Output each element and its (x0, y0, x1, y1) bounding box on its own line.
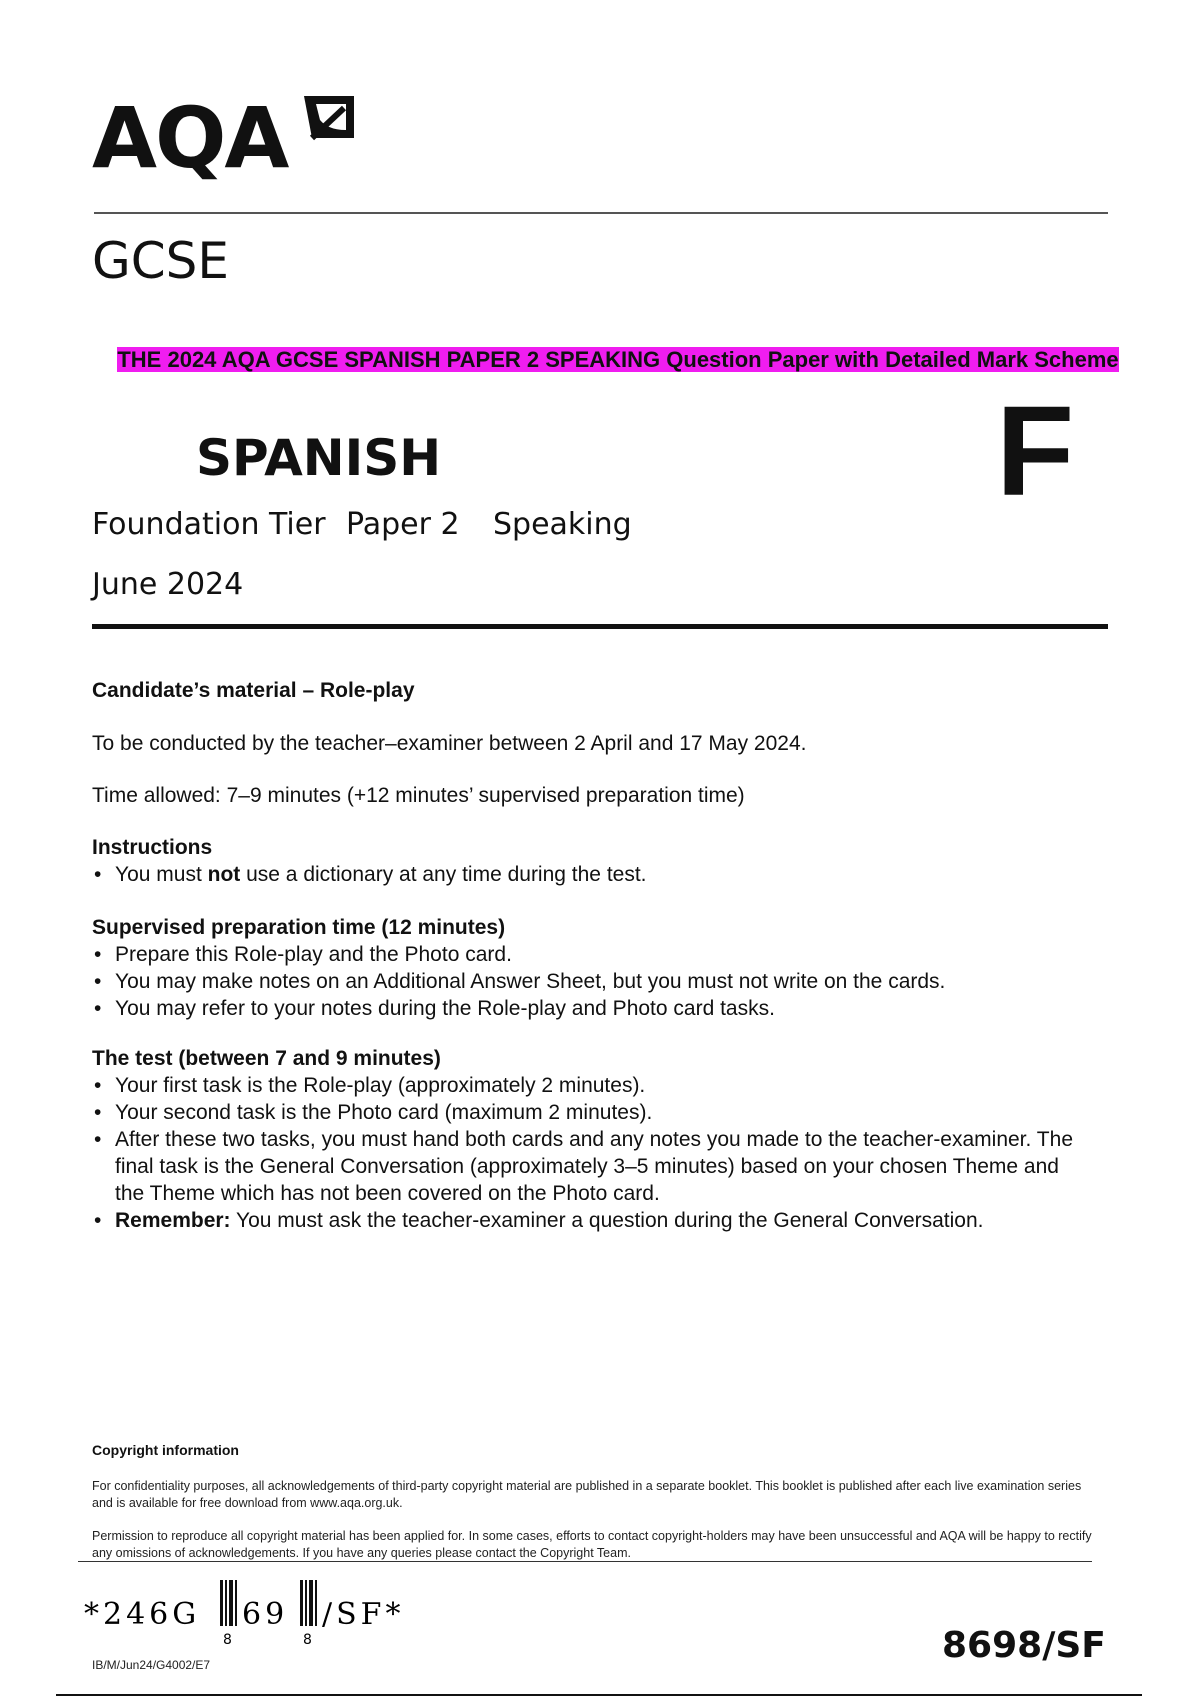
copyright-heading: Copyright information (92, 1442, 239, 1458)
paper-label: Paper 2 (346, 507, 460, 542)
barcode-bars (220, 1580, 237, 1626)
barcode-digit: 8 (303, 1632, 312, 1648)
list-item: • After these two tasks, you must hand both cards and any notes you made to the teacher-examiner. The final task is the General Conversation (approximately 3–5 minutes) based on your chosen Theme and the Theme which has not been covered on the Photo card. (92, 1126, 1092, 1207)
document-reference: IB/M/Jun24/G4002/E7 (92, 1658, 211, 1672)
barcode-text-start: *246G (84, 1597, 201, 1632)
tier-letter: F (996, 380, 1075, 523)
material-heading: Candidate’s material – Role-play (92, 679, 415, 702)
list-item: • You may refer to your notes during the Role-play and Photo card tasks. (92, 995, 1092, 1022)
preparation-heading: Supervised preparation time (12 minutes) (92, 916, 506, 939)
list-item: • Remember: You must ask the teacher-examiner a question during the General Conversation. (92, 1207, 1092, 1234)
exam-date: June 2024 (92, 567, 244, 602)
conducted-text: To be conducted by the teacher–examiner between 2 April and 17 May 2024. (92, 732, 807, 755)
component-label: Speaking (493, 507, 632, 542)
test-heading: The test (between 7 and 9 minutes) (92, 1047, 441, 1070)
instructions-heading: Instructions (92, 836, 213, 859)
footer-divider (78, 1561, 1092, 1562)
list-item: • Your second task is the Photo card (maximum 2 minutes). (92, 1099, 1092, 1126)
paper-code: 8698/SF (942, 1625, 1106, 1666)
list-item: • Your first task is the Role-play (approximately 2 minutes). (92, 1072, 1092, 1099)
list-item: • You must not use a dictionary at any time during the test. (92, 861, 1092, 888)
copyright-paragraph-2: Permission to reproduce all copyright material has been applied for. In some cases, efforts to contact copyright-holders may have been unsuccessful and AQA will be happy to rectify any omissions of acknowledgements. If you have any queries please contact the Copyright Team. (92, 1529, 1092, 1560)
aqa-logo-mark-icon (298, 88, 358, 148)
banner-text: THE 2024 AQA GCSE SPANISH PAPER 2 SPEAKING Question Paper with Detailed Mark Scheme (117, 347, 1119, 372)
header-divider (94, 212, 1108, 214)
test-list (92, 1072, 1092, 1234)
barcode-bars (300, 1580, 317, 1626)
tier-label: Foundation Tier (92, 507, 326, 542)
barcode-digit: 8 (223, 1632, 232, 1648)
list-item: • Prepare this Role-play and the Photo card. (92, 941, 1092, 968)
highlighted-banner (110, 346, 1126, 374)
instructions-list (92, 861, 1092, 888)
preparation-list (92, 941, 1092, 1022)
list-item: • You may make notes on an Additional Answer Sheet, but you must not write on the cards. (92, 968, 1092, 995)
subject-title: SPANISH (196, 429, 442, 487)
aqa-logo: AQA (92, 89, 288, 187)
bottom-divider (56, 1694, 1142, 1696)
copyright-paragraph-1: For confidentiality purposes, all acknowledgements of third-party copyright material are published in a separate booklet. This booklet is published after each live examination series and is available for free download from www.aqa.org.uk. (92, 1479, 1082, 1510)
section-divider (92, 624, 1108, 629)
barcode-text-end: /SF* (322, 1597, 405, 1632)
barcode (84, 1580, 444, 1650)
time-allowed-text: Time allowed: 7–9 minutes (+12 minutes’ supervised preparation time) (92, 784, 745, 807)
qualification-title: GCSE (92, 232, 229, 290)
barcode-text-middle: 69 (242, 1597, 289, 1632)
